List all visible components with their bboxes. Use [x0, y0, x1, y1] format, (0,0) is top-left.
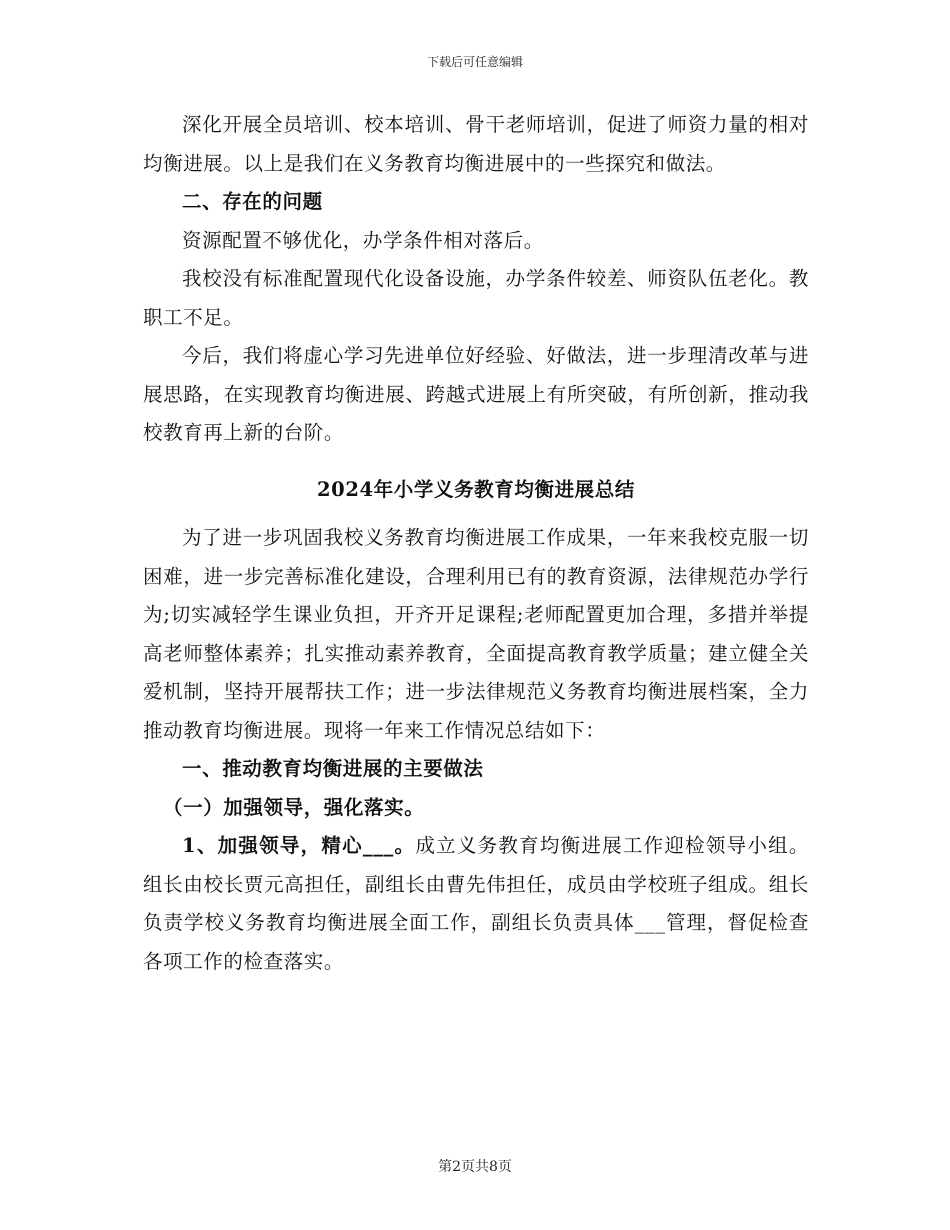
- paragraph: [143, 827, 809, 981]
- subsection-heading: （一）加强领导，强化落实。: [163, 795, 425, 819]
- document-title: 2024年小学义务教育均衡进展总结: [317, 477, 635, 501]
- paragraph: 资源配置不够优化，办学条件相对落后。: [182, 228, 544, 252]
- page-header: 下载后可任意编辑: [426, 55, 523, 69]
- paragraph: 我校没有标准配置现代化设备设施，办学条件较差、师资队伍老化。教职工不足。: [143, 267, 809, 329]
- page-footer: 第2页共8页: [438, 1159, 512, 1175]
- paragraph-lead: 1、加强领导，精心___。: [182, 834, 416, 857]
- paragraph: 为了进一步巩固我校义务教育均衡进展工作成果，一年来我校克服一切困难，进一步完善标准化建设，合理利用已有的教育资源，法律规范办学行为;切实减轻学生课业负担，开齐开足课程;老师配置更加合理，多措并举提高老师整体素养；扎实推动素养教育，全面提高教育教学质量；建立健全关爱机制，坚持开展帮扶工作；进一步法律规范义务教育均衡进展档案，全力推动教育均衡进展。现将一年来工作情况总结如下：: [143, 526, 809, 742]
- section-heading: 二、存在的问题: [182, 190, 323, 213]
- section-heading: 一、推动教育均衡进展的主要做法: [182, 757, 484, 780]
- paragraph: 深化开展全员培训、校本培训、骨干老师培训，促进了师资力量的相对均衡进展。以上是我们在义务教育均衡进展中的一些探究和做法。: [143, 113, 809, 175]
- paragraph: 今后，我们将虚心学习先进单位好经验、好做法，进一步理清改革与进展思路，在实现教育均衡进展、跨越式进展上有所突破，有所创新，推动我校教育再上新的台阶。: [143, 344, 809, 444]
- document-body: [143, 106, 809, 981]
- paragraph-text: 成立义务教育均衡进展工作迎检领导小组。组长由校长贾元高担任，副组长由曹先伟担任，成员由学校班子组成。组长负责学校义务教育均衡进展全面工作，副组长负责具体___管理，督促检查各项工作的检查落实。: [143, 834, 810, 973]
